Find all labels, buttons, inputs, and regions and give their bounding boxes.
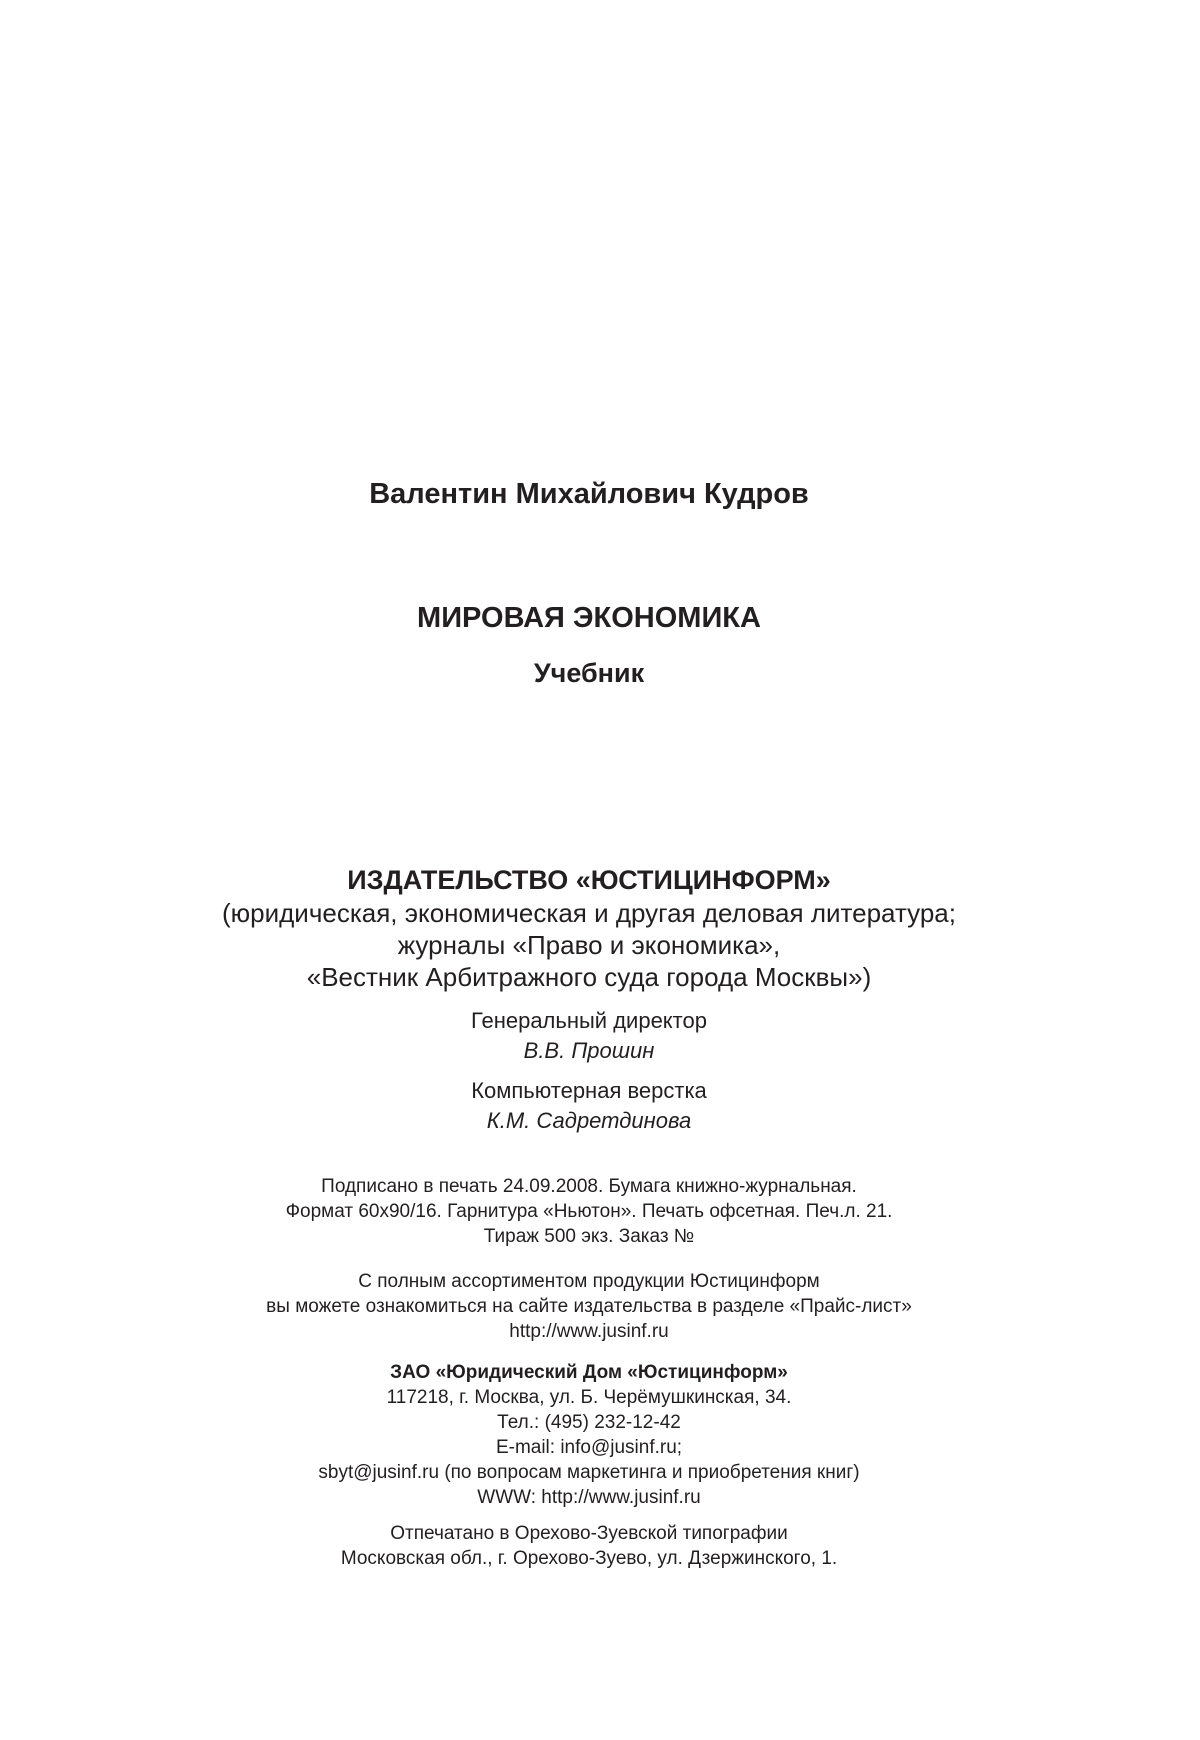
company-email: E-mail: info@jusinf.ru; [495,1437,683,1458]
publisher-description-line: (юридическая, экономическая и другая деловая литература; [221,898,956,928]
company-address: 117218, г. Москва, ул. Б. Черёмушкинская, 34. [386,1387,792,1408]
publisher-description-line: журналы «Право и экономика», [397,930,781,960]
staff-person-layout: К.М. Садретдинова [486,1108,692,1133]
printer-name: Отпечатано в Орехово-Зуевской типографии [390,1523,788,1544]
imprint-line: Формат 60x90/16. Гарнитура «Ньютон». Печать офсетная. Печ.л. 21. [285,1201,893,1222]
book-subtitle: Учебник [533,658,645,688]
publisher-name: ИЗДАТЕЛЬСТВО «ЮСТИЦИНФОРМ» [347,865,831,895]
company-website: WWW: http://www.jusinf.ru [477,1487,701,1508]
imprint-line: Тираж 500 экз. Заказ № [483,1226,695,1247]
publisher-description-line: «Вестник Арбитражного суда города Москвы») [306,962,872,992]
staff-role-general-director: Генеральный директор [471,1008,707,1033]
company-name: ЗАО «Юридический Дом «Юстицинформ» [390,1362,788,1383]
author-name: Валентин Михайлович Кудров [369,478,809,510]
catalog-line: С полным ассортиментом продукции Юстицинформ [358,1271,820,1292]
company-sales-email: sbyt@jusinf.ru (по вопросам маркетинга и приобретения книг) [318,1462,860,1483]
catalog-line: вы можете ознакомиться на сайте издательства в разделе «Прайс-лист» [266,1296,912,1317]
staff-role-layout: Компьютерная верстка [471,1078,707,1103]
company-phone: Тел.: (495) 232-12-42 [497,1412,681,1433]
imprint-line: Подписано в печать 24.09.2008. Бумага книжно-журнальная. [321,1176,857,1197]
printer-address: Московская обл., г. Орехово-Зуево, ул. Дзержинского, 1. [340,1548,838,1569]
book-title: МИРОВАЯ ЭКОНОМИКА [417,602,761,634]
staff-person-general-director: В.В. Прошин [523,1038,655,1063]
catalog-url: http://www.jusinf.ru [509,1321,669,1342]
